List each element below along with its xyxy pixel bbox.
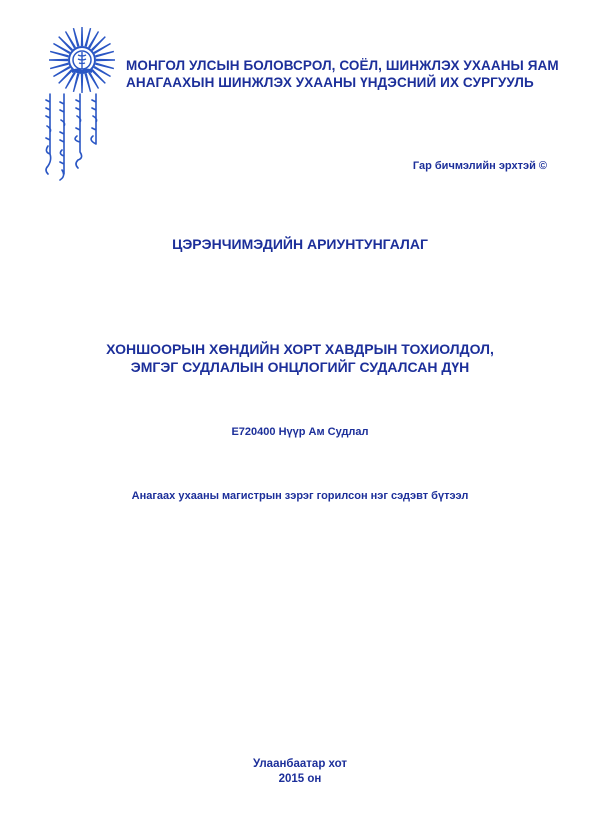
specialty-code: Е720400 Нүүр Ам Судлал [231, 426, 369, 438]
script-column-3 [75, 94, 82, 168]
university-logo [48, 26, 116, 94]
city: Улаанбаатар хот [252, 758, 348, 770]
mongolian-script-logo [36, 92, 116, 184]
sun-ray [91, 36, 106, 51]
year: 2015 он [278, 773, 322, 785]
university-name: АНАГААХЫН ШИНЖЛЭХ УХААНЫ ҮНДЭСНИЙ ИХ СУРГУУЛЬ [126, 75, 534, 90]
sun-ray [81, 27, 83, 46]
thesis-title [0, 340, 600, 376]
script-column-2 [60, 94, 65, 180]
author-name: ЦЭРЭНЧИМЭДИЙН АРИУНТУНГАЛАГ [172, 236, 428, 252]
place-and-year [0, 757, 600, 787]
sun-ray [96, 59, 115, 61]
copyright-notice: Гар бичмэлийн эрхтэй © [412, 160, 547, 172]
sun-ray [91, 69, 106, 84]
thesis-title-line-1: ХОНШООРЫН ХӨНДИЙН ХОРТ ХАВДРЫН ТОХИОЛДОЛ, [106, 341, 494, 357]
script-column-1 [46, 94, 51, 174]
sun-ray [58, 36, 73, 51]
script-column-4 [91, 94, 96, 144]
sun-ray [81, 74, 83, 93]
ministry-name: МОНГОЛ УЛСЫН БОЛОВСРОЛ, СОЁЛ, ШИНЖЛЭХ УХААНЫ ЯАМ [126, 58, 559, 73]
sun-ray [49, 59, 68, 61]
thesis-title-line-2: ЭМГЭГ СУДЛАЛЫН ОНЦЛОГИЙГ СУДАЛСАН ДҮН [130, 359, 470, 375]
sun-ray [58, 69, 73, 84]
degree-statement: Анагаах ухааны магистрын зэрэг горилсон нэг сэдэвт бүтээл [131, 490, 469, 502]
